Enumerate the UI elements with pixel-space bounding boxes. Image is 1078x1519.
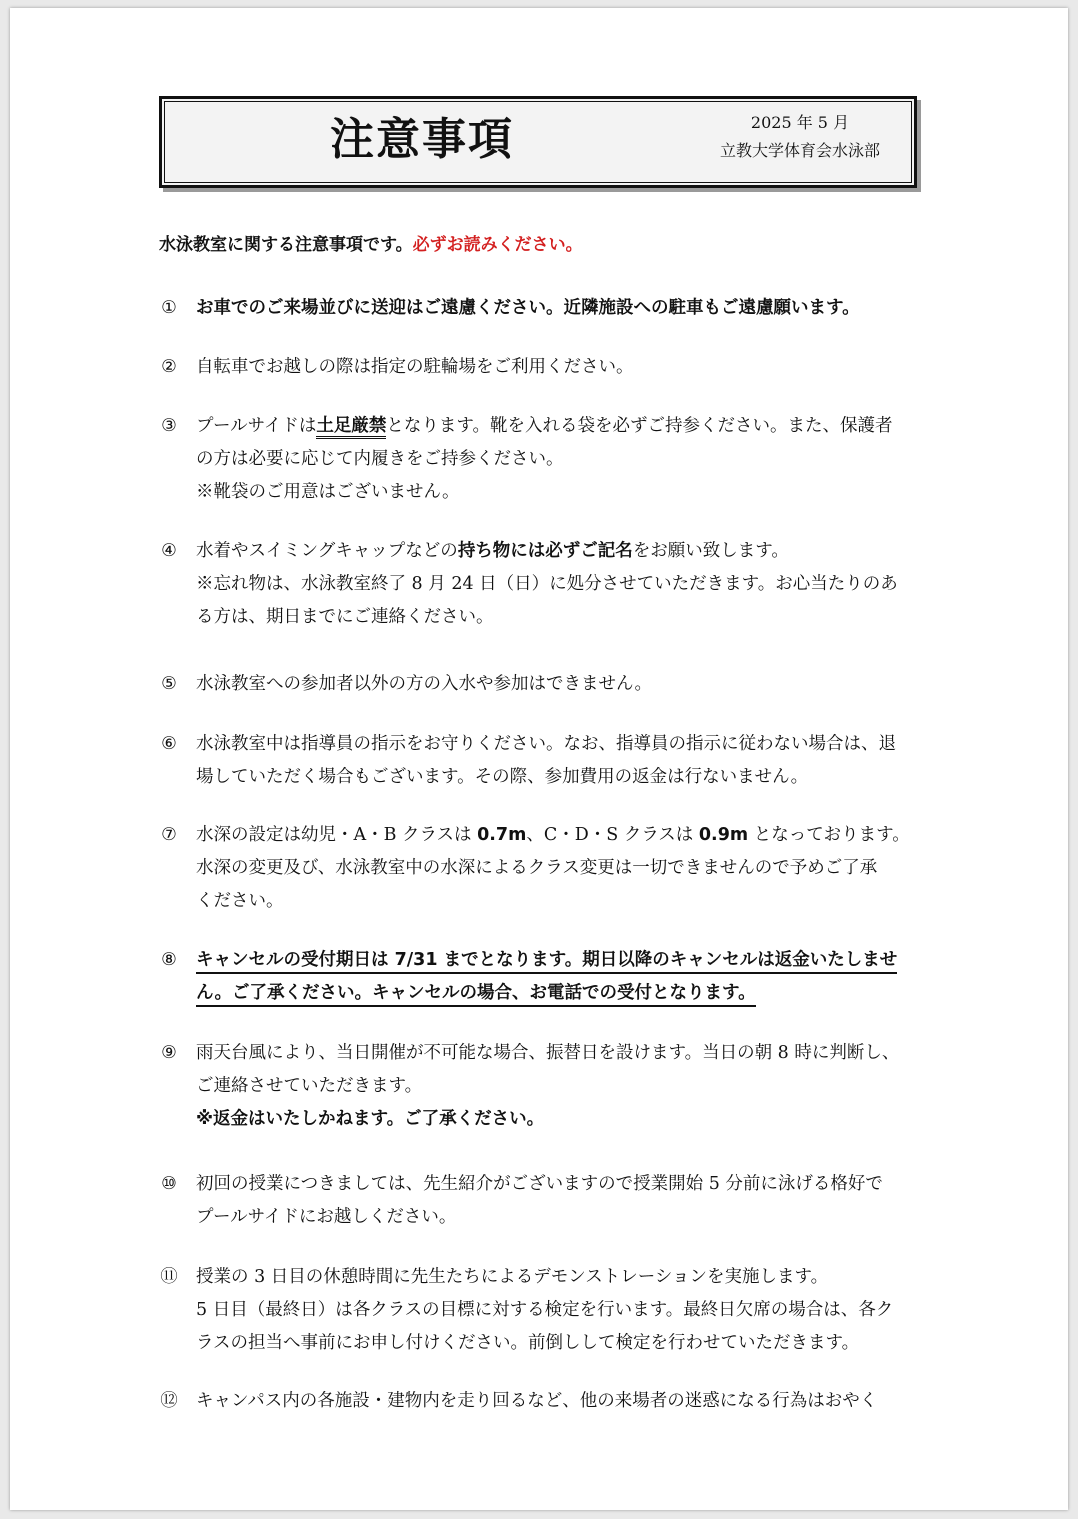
item-line: 場していただく場合もございます。その際、参加費用の返金は行ないません。 [196,767,809,787]
notice-item-3 [156,410,976,509]
document-date: 2025 年 5 月 [750,113,850,132]
intro-warning: 必ずお読みください。 [412,235,583,255]
item-number: ⑧ [161,950,177,970]
depth-value: 0.9m [698,825,749,845]
intro-main: 水泳教室に関する注意事項です。 [159,235,413,255]
item-line: 水泳教室中は指導員の指示をお守りください。なお、指導員の指示に従わない場合は、退 [196,734,896,754]
item-number: ⑦ [161,825,177,845]
item-line [196,410,976,443]
page-title: 注意事項 [330,114,514,165]
notice-item-11 [156,1261,976,1360]
item-number: ⑩ [161,1174,177,1194]
item-text: 水深の設定は幼児・A・B クラスは [196,825,478,845]
item-line: ください。 [196,891,284,911]
item-number: ② [161,357,177,377]
item-number: ③ [161,416,177,436]
item-line: ※返金はいたしかねます。ご了承ください。 [196,1109,545,1129]
title-box [159,96,917,188]
header-meta [720,109,880,165]
notice-item-4 [156,535,976,634]
item-line [196,944,976,977]
notice-item-8 [156,944,976,1010]
intro-text [159,230,583,255]
notice-item-10 [156,1168,976,1234]
item-text: 水着やスイミングキャップなどの [196,541,458,561]
item-line: プールサイドにお越しください。 [196,1207,457,1227]
underlined-text: ん。ご了承ください。キャンセルの場合、お電話での受付となります。 [196,983,756,1007]
item-line: 授業の 3 日目の休憩時間に先生たちによるデモンストレーションを実施します。 [196,1267,829,1287]
item-text: となっております。 [748,825,910,845]
item-line: キャンパス内の各施設・建物内を走り回るなど、他の来場者の迷惑になる行為はおやく [196,1391,878,1411]
item-line: お車でのご来場並びに送迎はご遠慮ください。近隣施設への駐車もご遠慮願います。 [196,298,860,318]
item-line: 5 日目（最終日）は各クラスの目標に対する検定を行います。最終日欠席の場合は、各ク [196,1300,894,1320]
item-line: 水泳教室への参加者以外の方の入水や参加はできません。 [196,674,653,694]
underlined-text: キャンセルの受付期日は 7/31 までとなります。期日以降のキャンセルは返金いたしませ [196,950,897,974]
item-number: ⑪ [160,1267,178,1287]
item-line [196,977,976,1010]
notice-item-2 [156,351,976,384]
item-number: ① [161,298,177,318]
item-text: となります。靴を入れる袋を必ずご持参ください。また、保護者 [386,416,893,436]
item-line: ご連絡させていただきます。 [196,1076,423,1096]
notice-item-6 [156,728,976,794]
organization-name: 立教大学体育会水泳部 [719,141,880,160]
notice-item-5 [156,668,976,701]
emphasis-text: 持ち物には必ずご記名 [457,541,633,561]
item-line: 雨天台風により、当日開催が不可能な場合、振替日を設けます。当日の朝 8 時に判断し、 [196,1043,900,1063]
item-number: ⑨ [161,1043,177,1063]
item-line: る方は、期日までにご連絡ください。 [196,607,494,627]
document-page [10,8,1068,1510]
depth-value: 0.7m [477,825,527,845]
item-line: ※靴袋のご用意はございません。 [196,482,460,502]
emphasis-text: 土足厳禁 [316,416,386,439]
item-line: ラスの担当へ事前にお申し付けください。前倒しして検定を行わせていただきます。 [196,1333,860,1353]
item-number: ⑫ [160,1391,178,1411]
item-line: ※忘れ物は、水泳教室終了 8 月 24 日（日）に処分させていただきます。お心当たりのあ [196,574,898,594]
notice-item-1 [156,292,976,325]
item-text: をお願い致します。 [632,541,789,561]
item-line: 自転車でお越しの際は指定の駐輪場をご利用ください。 [196,357,634,377]
item-number: ⑥ [161,734,177,754]
notice-item-9 [156,1037,976,1136]
item-line: 初回の授業につきましては、先生紹介がございますので授業開始 5 分前に泳げる格好で [196,1174,883,1194]
item-number: ⑤ [161,674,177,694]
item-line: の方は必要に応じて内履きをご持参ください。 [196,449,564,469]
item-line [196,535,976,568]
item-line [196,819,976,852]
notice-item-7 [156,819,976,918]
notice-item-12 [156,1385,976,1418]
item-line: 水深の変更及び、水泳教室中の水深によるクラス変更は一切できませんので予めご了承 [196,858,878,878]
item-number: ④ [161,541,177,561]
item-text: 、C・D・S クラスは [526,825,699,845]
item-text: プールサイドは [196,416,317,436]
